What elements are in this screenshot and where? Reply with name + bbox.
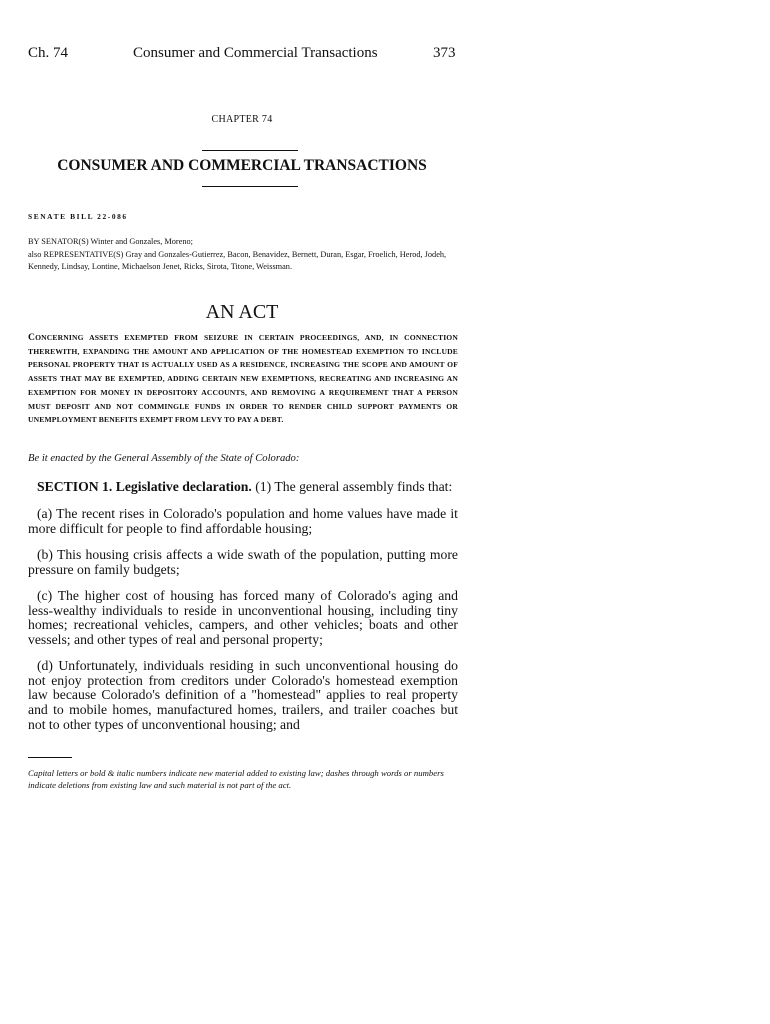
header-page-number: 373 [433,45,456,61]
chapter-label: CHAPTER 74 [211,114,273,125]
sponsors [28,236,468,274]
representatives-line-2: Kennedy, Lindsay, Lontine, Michaelson Jenet, Ricks, Sirota, Titone, Weissman. [28,262,293,271]
paragraph-c: (c) The higher cost of housing has forced many of Colorado's aging and less-wealthy individuals to reside in unconventional housing, including tiny homes; recreational vehicles, campers, and other vehicles; boats and other vessels; and other types of real and personal property; [28,588,458,648]
concerning-text: ONCERNING ASSETS EXEMPTED FROM SEIZURE IN CERTAIN PROCEEDINGS, AND, IN CONNECTION THEREWITH, EXPANDING THE AMOUNT AND APPLICATION OF THE HOMESTEAD EXEMPTION TO INCLUDE PERSONAL PROPERTY THAT IS ACTUALLY USED AS A RESIDENCE, INCREASING THE SCOPE AND AMOUNT OF ASSETS THAT MAY BE EXEMPTED, ADDING CERTAIN NEW EXEMPTIONS, RECREATING AND INCREASING AN EXEMPTION FOR MONEY IN DEPOSITORY ACCOUNTS, AND REMOVING A REQUIREMENT THAT A PERSON MUST DEPOSIT AND NOT COMMINGLE FUNDS IN ORDER TO RENDER CHILD SUPPORT PAYMENTS OR UNEMPLOYMENT BENEFITS EXEMPT FROM LEVY TO PAY A DEBT. [28,333,458,425]
section-1-heading: SECTION 1. Legislative declaration. [37,479,252,494]
paragraph-a: (a) The recent rises in Colorado's population and home values have made it more difficult for people to find affordable housing; [28,506,458,536]
section-1-declaration [37,480,467,495]
section-1-intro: (1) The general assembly finds that: [251,479,453,494]
paragraph-d: (d) Unfortunately, individuals residing in such unconventional housing do not enjoy protection from creditors under Colorado's homestead exemption law because Colorado's definition of a "homestead" applies to real property and to mobile homes, manufactured homes, trailers, and trailer coaches but not to other types of unconventional housing; and [28,658,458,732]
paragraph-b: (b) This housing crisis affects a wide swath of the population, putting more pressure on family budgets; [28,547,458,577]
header-chapter: Ch. 74 [28,45,69,61]
concerning-clause [28,331,458,427]
act-heading: AN ACT [205,301,279,323]
bill-number: SENATE BILL 22-086 [28,212,128,221]
page-title: CONSUMER AND COMMERCIAL TRANSACTIONS [57,157,427,174]
enacting-clause: Be it enacted by the General Assembly of the State of Colorado: [28,453,300,464]
senators-line: BY SENATOR(S) Winter and Gonzales, Moreno; [28,237,193,246]
title-rule-bottom [202,186,298,187]
concerning-initial: C [28,332,36,343]
footnote-rule [28,757,72,758]
footnote: Capital letters or bold & italic numbers indicate new material added to existing law; dashes through words or numbers indicate deletions from existing law and such material is not part of the act. [28,768,444,790]
header-running-title: Consumer and Commercial Transactions [133,45,378,61]
title-rule-top [202,150,298,151]
representatives-line-1: also REPRESENTATIVE(S) Gray and Gonzales-Gutierrez, Bacon, Benavidez, Bernett, Duran, Esgar, Froelich, Herod, Jodeh, [28,249,447,259]
